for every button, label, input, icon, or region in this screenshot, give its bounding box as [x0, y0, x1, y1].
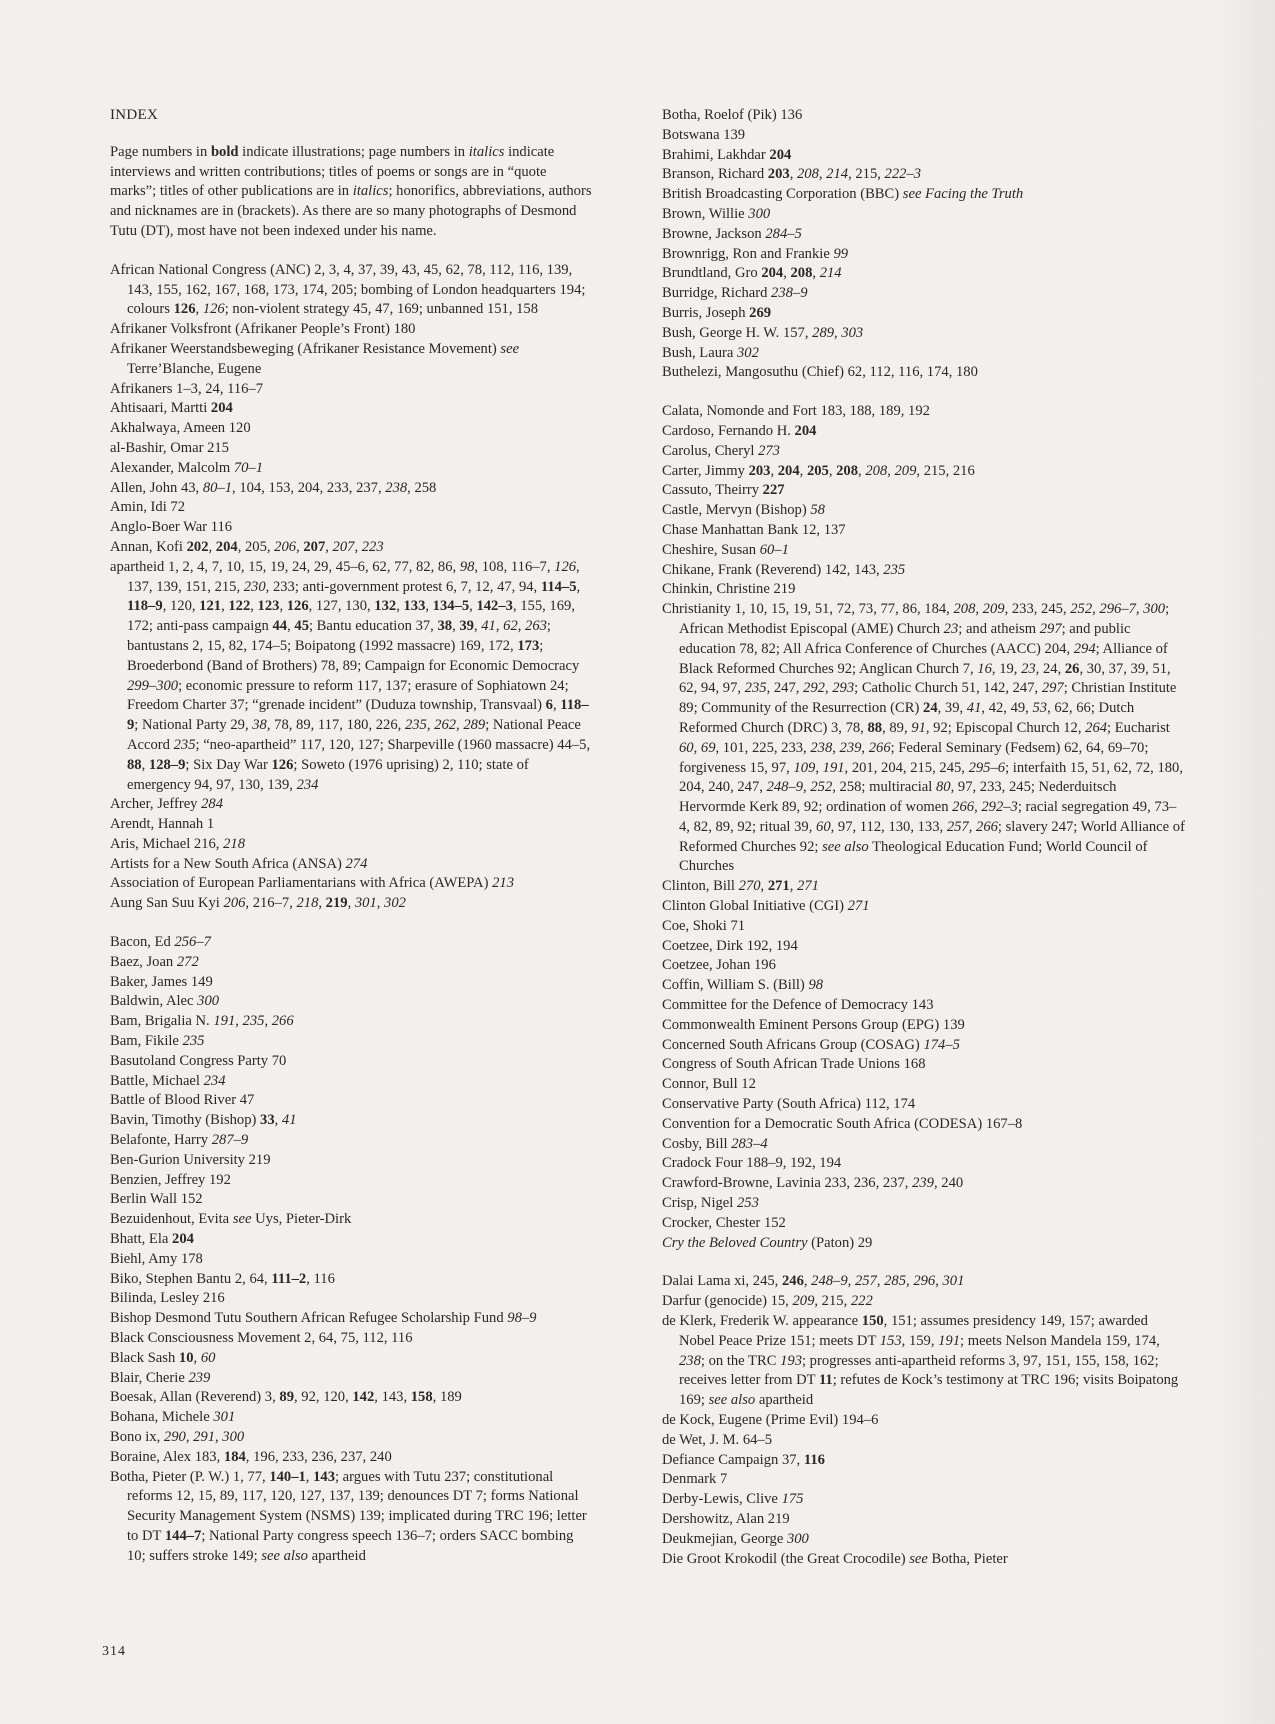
index-entry: Coe, Shoki 71 [662, 917, 746, 934]
index-entry: Afrikaner Weerstandsbeweging (Afrikaner Resistance Movement) see Terre’Blanche, Eugene [110, 340, 520, 377]
index-entry: de Kock, Eugene (Prime Evil) 194–6 [662, 1412, 879, 1428]
index-entry: de Klerk, Frederik W. appearance 150, 151; assumes presidency 149, 157; awarded Nobel Peace Prize 151; meets DT 153, 159, 191; meets Nelson Mandela 159, 174, 238; on the TRC 193; progresses anti-apartheid reforms 3, 97, 151, 155, 158, 162; receives letter from DT 11; refutes de Kock’s testimony at TRC 196; visits Boipatong 169; see also apartheid [662, 1313, 1179, 1409]
index-entry: Botswana 139 [662, 126, 746, 143]
index-entry: Dershowitz, Alan 219 [662, 1510, 790, 1527]
index-entry: al-Bashir, Omar 215 [110, 439, 229, 456]
index-entry: Castle, Mervyn (Bishop) 58 [662, 502, 825, 519]
index-entry: Derby-Lewis, Clive 175 [662, 1491, 804, 1508]
index-entry: Christianity 1, 10, 15, 19, 51, 72, 73, 77, 86, 184, 208, 209, 233, 245, 252, 296–7, 300; African Methodist Episcopal (AME) Church 23; and atheism 297; and public education 78, 82; All Africa Conference of Churches (AACC) 204, 294; Alliance of Black Reformed Churches 92; Anglican Church 7, 16, 19, 23, 24, 26, 30, 37, 39, 51, 62, 94, 97, 235, 247, 292, 293; Catholic Church 51, 142, 247, 297; Christian Institute 89; Community of the Resurrection (CR) 24, 39, 41, 42, 49, 53, 62, 66; Dutch Reformed Church (DRC) 3, 78, 88, 89, 91, 92; Episcopal Church 12, 264; Eucharist 60, 69, 101, 225, 233, 238, 239, 266; Federal Seminary (Fedsem) 62, 64, 69–70; forgiveness 15, 97, 109, 191, 201, 204, 215, 245, 295–6; interfaith 15, 51, 62, 72, 180, 204, 240, 247, 248–9, 252, 258; multiracial 80, 97, 233, 245; Nederduitsch Hervormde Kerk 89, 92; ordination of women 266, 292–3; racial segregation 49, 73–4, 82, 89, 92; ritual 39, 60, 97, 112, 130, 133, 257, 266; slavery 247; World Alliance of Reformed Churches 92; see also Theological Education Fund; World Council of Churches [662, 601, 1185, 875]
index-entry: Brundtland, Gro 204, 208, 214 [662, 265, 842, 282]
index-entry: Archer, Jeffrey 284 [110, 796, 224, 813]
index-entry: Akhalwaya, Ameen 120 [110, 420, 251, 437]
index-entry: Bono ix, 290, 291, 300 [110, 1429, 245, 1445]
index-entry: Calata, Nomonde and Fort 183, 188, 189, 192 [662, 403, 930, 420]
index-entry: Committee for the Defence of Democracy 143 [662, 997, 934, 1014]
index-entry: Bam, Fikile 235 [110, 1033, 205, 1050]
index-entry: Cry the Beloved Country (Paton) 29 [662, 1234, 873, 1251]
index-entry: Cassuto, Theirry 227 [662, 482, 785, 499]
index-entry: Aung San Suu Kyi 206, 216–7, 218, 219, 301, 302 [110, 895, 406, 912]
index-entry: Clinton, Bill 270, 271, 271 [662, 878, 819, 895]
index-entry: Ben-Gurion University 219 [110, 1151, 271, 1168]
index-entry: Botha, Pieter (P. W.) 1, 77, 140–1, 143; argues with Tutu 237; constitutional reforms 12, 15, 89, 117, 120, 127, 137, 139; denounces DT 7; forms National Security Management System (NSMS) 139; implicated during TRC 196; letter to DT 144–7; National Party congress speech 136–7; orders SACC bombing 10; suffers stroke 149; see also apartheid [110, 1468, 587, 1564]
index-entry: Benzien, Jeffrey 192 [110, 1171, 231, 1188]
index-entry: Cradock Four 188–9, 192, 194 [662, 1155, 842, 1172]
index-entry: Baldwin, Alec 300 [110, 993, 220, 1010]
index-entry: Biehl, Amy 178 [110, 1250, 203, 1267]
page-heading: INDEX [110, 107, 159, 123]
index-entry: Crisp, Nigel 253 [662, 1195, 759, 1212]
index-entry: Burridge, Richard 238–9 [662, 285, 808, 302]
index-entry: Black Consciousness Movement 2, 64, 75, 112, 116 [110, 1330, 413, 1347]
index-entry: Coetzee, Johan 196 [662, 957, 776, 974]
index-entry: Crawford-Browne, Lavinia 233, 236, 237, 239, 240 [662, 1175, 964, 1192]
index-entry: Dalai Lama xi, 245, 246, 248–9, 257, 285, 296, 301 [662, 1273, 965, 1290]
index-entry: Commonwealth Eminent Persons Group (EPG) 139 [662, 1016, 965, 1033]
index-entry: Connor, Bull 12 [662, 1076, 756, 1093]
index-entry: Alexander, Malcolm 70–1 [110, 459, 264, 476]
index-entry: Ahtisaari, Martti 204 [110, 400, 233, 417]
index-entry: Carter, Jimmy 203, 204, 205, 208, 208, 209, 215, 216 [662, 462, 975, 479]
index-entry: Amin, Idi 72 [110, 499, 185, 516]
index-entry: Branson, Richard 203, 208, 214, 215, 222–3 [662, 166, 922, 183]
index-entry: Bishop Desmond Tutu Southern African Refugee Scholarship Fund 98–9 [110, 1310, 537, 1327]
index-entry: Bush, George H. W. 157, 289, 303 [662, 324, 864, 341]
index-entry: Deukmejian, George 300 [662, 1530, 809, 1547]
index-entry: Aris, Michael 216, 218 [110, 835, 245, 852]
index-entry: Coffin, William S. (Bill) 98 [662, 977, 824, 994]
right-column [662, 106, 1186, 1569]
index-entry: Afrikaners 1–3, 24, 116–7 [110, 380, 264, 397]
page-edge-shadow [1215, 0, 1275, 1724]
index-entry: African National Congress (ANC) 2, 3, 4, 37, 39, 43, 45, 62, 78, 112, 116, 139, 143, 155, 162, 167, 168, 173, 174, 205; bombing of London headquarters 194; colours 126, 126; non-violent strategy 45, 47, 169; unbanned 151, 158 [110, 261, 586, 318]
index-entry: Bilinda, Lesley 216 [110, 1290, 225, 1307]
index-entry: Denmark 7 [662, 1471, 728, 1488]
index-entry: Afrikaner Volksfront (Afrikaner People’s Front) 180 [110, 321, 416, 338]
index-entry: Bam, Brigalia N. 191, 235, 266 [110, 1013, 294, 1030]
index-entry: Arendt, Hannah 1 [110, 816, 215, 833]
index-entry: Bacon, Ed 256–7 [110, 934, 211, 951]
index-entry: Bezuidenhout, Evita see Uys, Pieter-Dirk [110, 1211, 352, 1228]
index-entry: Artists for a New South Africa (ANSA) 274 [110, 855, 368, 872]
index-entry: Botha, Roelof (Pik) 136 [662, 107, 803, 123]
left-entries [110, 261, 592, 1567]
index-entry: Basutoland Congress Party 70 [110, 1052, 287, 1069]
index-entry: Brownrigg, Ron and Frankie 99 [662, 245, 849, 262]
index-entry: Conservative Party (South Africa) 112, 174 [662, 1096, 916, 1113]
index-entry: Crocker, Chester 152 [662, 1214, 786, 1231]
index-entry: Brahimi, Lakhdar 204 [662, 146, 792, 163]
index-entry: Boesak, Allan (Reverend) 3, 89, 92, 120, 142, 143, 158, 189 [110, 1389, 462, 1406]
index-entry: Chikane, Frank (Reverend) 142, 143, 235 [662, 561, 906, 578]
index-entry: Bush, Laura 302 [662, 344, 759, 361]
index-entry: Defiance Campaign 37, 116 [662, 1451, 825, 1468]
index-entry: Berlin Wall 152 [110, 1191, 203, 1208]
index-entry: Boraine, Alex 183, 184, 196, 233, 236, 237, 240 [110, 1448, 392, 1465]
index-entry: Brown, Willie 300 [662, 205, 771, 222]
index-entry: Bhatt, Ela 204 [110, 1231, 194, 1248]
index-entry: Coetzee, Dirk 192, 194 [662, 937, 798, 954]
index-entry: Baez, Joan 272 [110, 953, 199, 970]
index-entry: Concerned South Africans Group (COSAG) 174–5 [662, 1036, 960, 1053]
index-entry: British Broadcasting Corporation (BBC) see Facing the Truth [662, 186, 1024, 203]
index-entry: Association of European Parliamentarians with Africa (AWEPA) 213 [110, 875, 514, 892]
index-entry: apartheid 1, 2, 4, 7, 10, 15, 19, 24, 29, 45–6, 62, 77, 82, 86, 98, 108, 116–7, 126, 137, 139, 151, 215, 230, 233; anti-government protest 6, 7, 12, 47, 94, 114–5, 118–9, 120, 121, 122, 123, 126, 127, 130, 132, 133, 134–5, 142–3, 155, 169, 172; anti-pass campaign 44, 45; Bantu education 37, 38, 39, 41, 62, 263; bantustans 2, 15, 82, 174–5; Boipatong (1992 massacre) 169, 172, 173; Broederbond (Band of Brothers) 78, 89; Campaign for Economic Democracy 299–300; economic pressure to reform 117, 137; erasure of Sophiatown 24; Freedom Charter 37; “grenade incident” (Duduza township, Transvaal) 6, 118–9; National Party 29, 38, 78, 89, 117, 180, 226, 235, 262, 289; National Peace Accord 235; “neo-apartheid” 117, 120, 127; Sharpeville (1960 massacre) 44–5, 88, 128–9; Six Day War 126; Soweto (1976 uprising) 2, 110; state of emergency 94, 97, 130, 139, 234 [110, 558, 591, 793]
index-entry: Black Sash 10, 60 [110, 1349, 216, 1366]
index-entry: Chinkin, Christine 219 [662, 581, 796, 598]
index-entry: Bavin, Timothy (Bishop) 33, 41 [110, 1112, 297, 1129]
index-entry: Bohana, Michele 301 [110, 1409, 236, 1426]
right-entries [662, 106, 1186, 1569]
index-entry: Cheshire, Susan 60–1 [662, 541, 789, 558]
index-entry: Baker, James 149 [110, 973, 213, 990]
index-entry: Battle, Michael 234 [110, 1072, 226, 1089]
index-entry: de Wet, J. M. 64–5 [662, 1431, 773, 1448]
index-entry: Anglo-Boer War 116 [110, 519, 233, 536]
letter-group-gap [662, 383, 1186, 402]
index-entry: Burris, Joseph 269 [662, 304, 772, 321]
index-entry: Allen, John 43, 80–1, 104, 153, 204, 233, 237, 238, 258 [110, 479, 437, 496]
index-entry: Darfur (genocide) 15, 209, 215, 222 [662, 1293, 873, 1310]
index-entry: Biko, Stephen Bantu 2, 64, 111–2, 116 [110, 1270, 335, 1287]
index-entry: Browne, Jackson 284–5 [662, 225, 802, 242]
index-entry: Die Groot Krokodil (the Great Crocodile) see Botha, Pieter [662, 1550, 1008, 1567]
index-entry: Belafonte, Harry 287–9 [110, 1132, 249, 1149]
index-entry: Battle of Blood River 47 [110, 1092, 255, 1109]
index-entry: Annan, Kofi 202, 204, 205, 206, 207, 207, 223 [110, 538, 384, 555]
index-entry: Buthelezi, Mangosuthu (Chief) 62, 112, 116, 174, 180 [662, 364, 978, 381]
index-entry: Cosby, Bill 283–4 [662, 1135, 768, 1152]
index-entry: Chase Manhattan Bank 12, 137 [662, 521, 846, 538]
index-entry: Congress of South African Trade Unions 168 [662, 1056, 926, 1073]
index-intro: Page numbers in bold indicate illustrations; page numbers in italics indicate interviews and written contributions; titles of poems or songs are in “quote marks”; titles of other publications are in italics; honorifics, abbreviations, authors and nicknames are in (brackets). As there are so many photographs of Desmond Tutu (DT), most have not been indexed under his name. [110, 143, 592, 239]
left-column [110, 106, 592, 1567]
index-entry: Convention for a Democratic South Africa (CODESA) 167–8 [662, 1115, 1023, 1132]
index-entry: Blair, Cherie 239 [110, 1369, 211, 1386]
index-entry: Carolus, Cheryl 273 [662, 442, 780, 459]
letter-group-gap [662, 1253, 1186, 1272]
index-entry: Clinton Global Initiative (CGI) 271 [662, 898, 870, 915]
letter-group-gap [110, 914, 592, 933]
index-entry: Cardoso, Fernando H. 204 [662, 422, 817, 439]
page-number: 314 [102, 1644, 126, 1659]
